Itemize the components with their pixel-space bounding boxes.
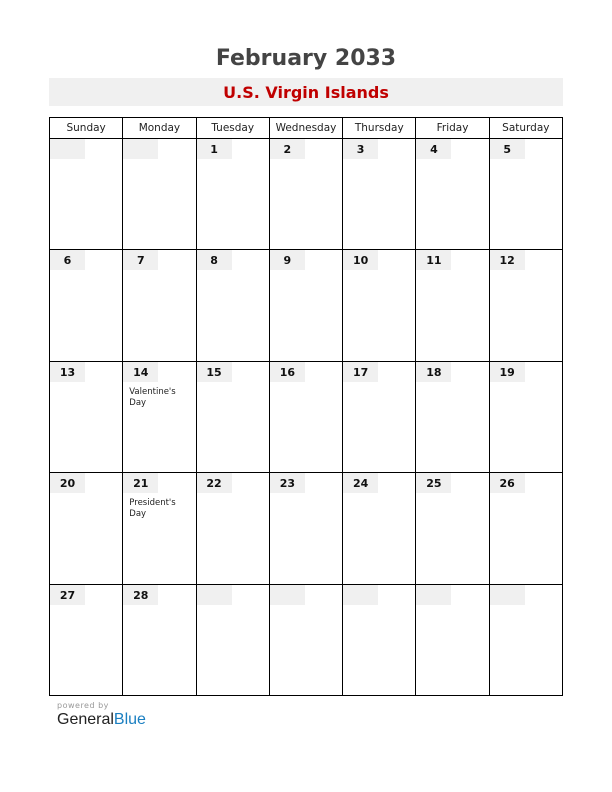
day-number: 9	[270, 250, 305, 270]
day-cell[interactable]	[343, 250, 416, 361]
page-title: February 2033	[215, 46, 397, 71]
day-number: 28	[123, 585, 158, 605]
week-row	[50, 250, 563, 361]
day-cell[interactable]	[416, 250, 489, 361]
day-number: 17	[343, 362, 378, 382]
week-row	[50, 139, 563, 250]
day-number: 16	[270, 362, 305, 382]
day-cell[interactable]	[269, 584, 342, 695]
day-cell[interactable]	[123, 250, 196, 361]
day-number: 27	[50, 585, 85, 605]
day-number: 2	[270, 139, 305, 159]
weekday-header: Wednesday	[269, 118, 342, 139]
day-cell[interactable]	[489, 473, 562, 584]
day-cell[interactable]	[416, 584, 489, 695]
day-number: 7	[123, 250, 158, 270]
day-cell[interactable]	[489, 584, 562, 695]
day-number: 24	[343, 473, 378, 493]
footer	[57, 701, 146, 729]
day-number: 23	[270, 473, 305, 493]
day-cell[interactable]	[196, 361, 269, 472]
day-number	[270, 585, 305, 605]
region-name: U.S. Virgin Islands	[223, 83, 389, 102]
day-number: 26	[490, 473, 525, 493]
day-number: 8	[197, 250, 232, 270]
day-cell[interactable]	[50, 473, 123, 584]
day-cell[interactable]	[269, 361, 342, 472]
day-number: 13	[50, 362, 85, 382]
weekday-header: Sunday	[50, 118, 123, 139]
day-cell[interactable]	[416, 139, 489, 250]
day-number: 15	[197, 362, 232, 382]
day-cell[interactable]	[196, 250, 269, 361]
day-cell[interactable]	[50, 584, 123, 695]
day-cell[interactable]	[343, 139, 416, 250]
brand-general: General	[57, 711, 114, 728]
day-number	[416, 585, 451, 605]
day-cell[interactable]	[50, 361, 123, 472]
calendar-grid	[49, 117, 563, 696]
day-cell[interactable]	[50, 250, 123, 361]
weekday-header: Thursday	[343, 118, 416, 139]
day-number	[50, 139, 85, 159]
day-number: 18	[416, 362, 451, 382]
region-band	[49, 78, 563, 106]
day-cell[interactable]	[123, 584, 196, 695]
day-cell[interactable]	[123, 361, 196, 472]
day-number: 5	[490, 139, 525, 159]
day-number: 10	[343, 250, 378, 270]
day-cell[interactable]	[50, 139, 123, 250]
day-number	[490, 585, 525, 605]
day-number	[123, 139, 158, 159]
day-number: 19	[490, 362, 525, 382]
day-cell[interactable]	[196, 584, 269, 695]
day-cell[interactable]	[489, 139, 562, 250]
day-number: 1	[197, 139, 232, 159]
week-row	[50, 473, 563, 584]
day-number: 6	[50, 250, 85, 270]
weekday-header-row	[50, 118, 563, 139]
weekday-header: Friday	[416, 118, 489, 139]
day-cell[interactable]	[269, 473, 342, 584]
weekday-header: Monday	[123, 118, 196, 139]
day-number: 21	[123, 473, 158, 493]
day-number: 3	[343, 139, 378, 159]
weekday-header: Tuesday	[196, 118, 269, 139]
day-number: 22	[197, 473, 232, 493]
day-cell[interactable]	[416, 361, 489, 472]
day-cell[interactable]	[269, 250, 342, 361]
day-cell[interactable]	[343, 361, 416, 472]
powered-by-text: powered by	[57, 701, 109, 710]
day-number	[197, 585, 232, 605]
calendar-body	[50, 139, 563, 696]
day-number	[343, 585, 378, 605]
day-cell[interactable]	[343, 473, 416, 584]
weekday-header: Saturday	[489, 118, 562, 139]
day-cell[interactable]	[489, 250, 562, 361]
day-number: 20	[50, 473, 85, 493]
day-number: 14	[123, 362, 158, 382]
day-cell[interactable]	[123, 139, 196, 250]
day-cell[interactable]	[196, 473, 269, 584]
day-number: 12	[490, 250, 525, 270]
day-cell[interactable]	[343, 584, 416, 695]
day-cell[interactable]	[489, 361, 562, 472]
brand-blue: Blue	[113, 711, 146, 728]
week-row	[50, 584, 563, 695]
day-cell[interactable]	[123, 473, 196, 584]
day-number: 11	[416, 250, 451, 270]
day-cell[interactable]	[416, 473, 489, 584]
holiday-label: President's Day	[129, 498, 176, 520]
brand-logo[interactable]	[57, 711, 146, 729]
week-row	[50, 361, 563, 472]
day-number: 4	[416, 139, 451, 159]
holiday-label: Valentine's Day	[129, 386, 176, 408]
day-cell[interactable]	[196, 139, 269, 250]
day-cell[interactable]	[269, 139, 342, 250]
day-number: 25	[416, 473, 451, 493]
